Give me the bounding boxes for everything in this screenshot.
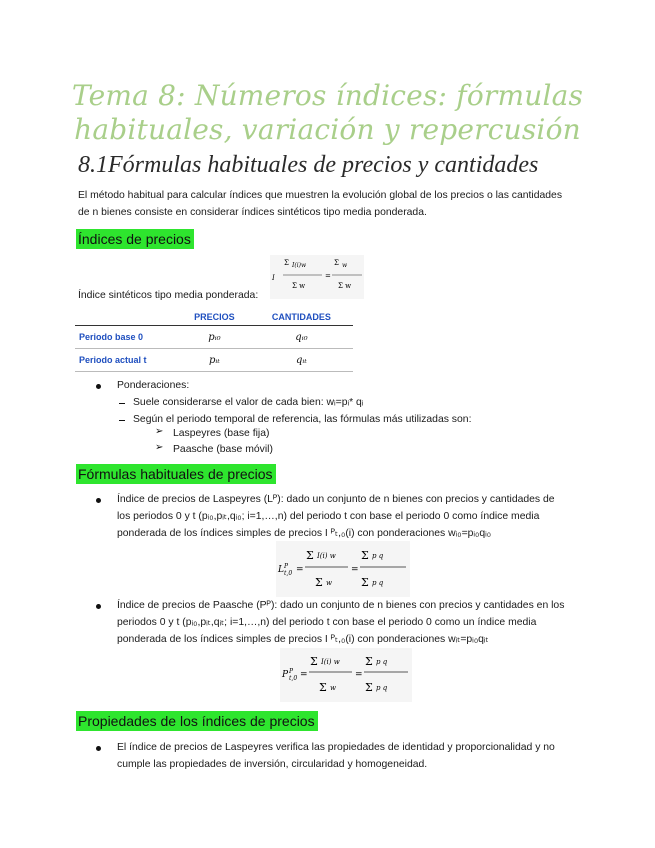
svg-text:I(i) w: I(i) w (321, 658, 340, 666)
table-header-cell (75, 308, 179, 326)
svg-text:I: I (272, 274, 275, 282)
laspeyres-option: Laspeyres (base fija) (173, 428, 270, 439)
svg-text:=: = (296, 565, 304, 575)
bullet-icon (96, 498, 101, 503)
intro-line-2: de n bienes consiste en considerar índices sintéticos tipo media ponderada. (78, 207, 427, 218)
precios-cantidades-table (75, 308, 353, 372)
table-row (75, 349, 353, 372)
ponderaciones-sub-1: Suele considerarse el valor de cada bien: wᵢ=pᵢ* qᵢ (133, 397, 364, 408)
page-title-line-2: habituales, variación y repercusión (74, 113, 581, 146)
dash-icon (119, 420, 125, 421)
svg-text:Σ: Σ (365, 655, 373, 668)
table-cell: qᵢₜ (250, 349, 353, 372)
paasche-line-3: ponderada de los índices simples de precios I ᴾₜ,₀(i) con ponderaciones wᵢₜ=pᵢ₀qᵢₜ (117, 634, 489, 645)
svg-text:t,0: t,0 (284, 570, 293, 577)
arrow-bullet-icon: ➢ (155, 442, 164, 453)
svg-text:Σ: Σ (310, 655, 318, 668)
svg-text:=: = (351, 565, 359, 575)
arrow-bullet-icon: ➢ (155, 426, 164, 437)
table-header-row (75, 308, 353, 326)
paasche-option: Paasche (base móvil) (173, 444, 273, 455)
table-header-cell: PRECIOS (179, 308, 250, 326)
svg-text:w: w (326, 579, 332, 587)
svg-text:t,0: t,0 (289, 675, 298, 682)
svg-text:P: P (289, 668, 294, 675)
table-cell: Periodo base 0 (75, 326, 179, 349)
ponderaciones-item: Ponderaciones: (117, 380, 190, 391)
propiedades-heading: Propiedades de los índices de precios (76, 711, 318, 731)
section-heading: 8.1Fórmulas habituales de precios y cantidades (78, 152, 539, 178)
svg-text:=: = (355, 670, 363, 680)
page-title-line-1: Tema 8: Números índices: fórmulas (71, 79, 584, 112)
svg-text:=: = (300, 670, 308, 680)
table-row (75, 326, 353, 349)
propiedades-line-2: cumple las propiedades de inversión, circularidad y homogeneidad. (117, 759, 428, 770)
dash-icon (119, 403, 125, 404)
paasche-formula-graphic (280, 648, 412, 702)
bullet-icon (96, 384, 101, 389)
table-cell: qᵢ₀ (250, 326, 353, 349)
indices-precios-heading: Índices de precios (76, 229, 194, 249)
laspeyres-line-1: Índice de precios de Laspeyres (Lᴾ): dado un conjunto de n bienes con precios y cantidades de (117, 494, 555, 505)
table-cell: pᵢ₀ (179, 326, 250, 349)
svg-text:Σ: Σ (334, 259, 339, 267)
svg-text:w: w (330, 684, 336, 692)
svg-text:Σ: Σ (319, 681, 327, 694)
indice-sintetico-label: Índice sintéticos tipo media ponderada: (78, 290, 259, 301)
svg-text:Σ: Σ (361, 549, 369, 562)
svg-text:Σ w: Σ w (292, 282, 306, 290)
svg-text:p q: p q (376, 658, 388, 666)
paasche-line-1: Índice de precios de Paasche (Pᴾ): dado un conjunto de n bienes con precios y cantidades en los (117, 600, 565, 611)
laspeyres-formula-graphic (276, 541, 410, 597)
svg-text:=: = (325, 272, 331, 280)
svg-text:L: L (278, 565, 284, 575)
intro-line-1: El método habitual para calcular índices que muestren la evolución global de los precios o las cantidades (78, 190, 563, 201)
svg-text:w: w (342, 262, 348, 269)
svg-text:Σ: Σ (361, 576, 369, 589)
svg-text:I(i)w: I(i)w (292, 262, 307, 269)
svg-text:P: P (282, 670, 289, 680)
svg-text:Σ w: Σ w (338, 282, 352, 290)
propiedades-line-1: El índice de precios de Laspeyres verifica las propiedades de identidad y proporcionalidad y no (117, 742, 555, 753)
bullet-icon (96, 746, 101, 751)
svg-text:Σ: Σ (315, 576, 323, 589)
paasche-formula (280, 648, 412, 702)
svg-text:p q: p q (372, 579, 384, 587)
weighted-mean-formula (270, 255, 364, 299)
table-header-cell: CANTIDADES (250, 308, 353, 326)
svg-text:p q: p q (376, 684, 388, 692)
svg-text:Σ: Σ (306, 549, 314, 562)
bullet-icon (96, 604, 101, 609)
weighted-mean-formula-graphic (270, 255, 364, 299)
ponderaciones-sub-2: Según el periodo temporal de referencia, las fórmulas más utilizadas son: (133, 414, 472, 425)
laspeyres-line-2: los periodos 0 y t (pᵢ₀,pᵢₜ,qᵢ₀; i=1,…,n) del periodo t con base el periodo 0 como índice media (117, 511, 540, 522)
paasche-line-2: periodos 0 y t (pᵢ₀,pᵢₜ,qᵢₜ; i=1,…,n) del periodo t con base el periodo 0 como un índice media (117, 617, 537, 628)
svg-text:I(i) w: I(i) w (317, 552, 336, 560)
svg-text:Σ: Σ (365, 681, 373, 694)
table-cell: Periodo actual t (75, 349, 179, 372)
svg-text:p q: p q (372, 552, 384, 560)
svg-text:Σ: Σ (284, 259, 289, 267)
formulas-habituales-heading: Fórmulas habituales de precios (76, 464, 276, 484)
svg-text:P: P (284, 563, 289, 570)
laspeyres-line-3: ponderada de los índices simples de precios I ᴾₜ,₀(i) con ponderaciones wᵢ₀=pᵢ₀qᵢ₀ (117, 528, 492, 539)
laspeyres-formula (276, 541, 410, 597)
table-cell: pᵢₜ (179, 349, 250, 372)
